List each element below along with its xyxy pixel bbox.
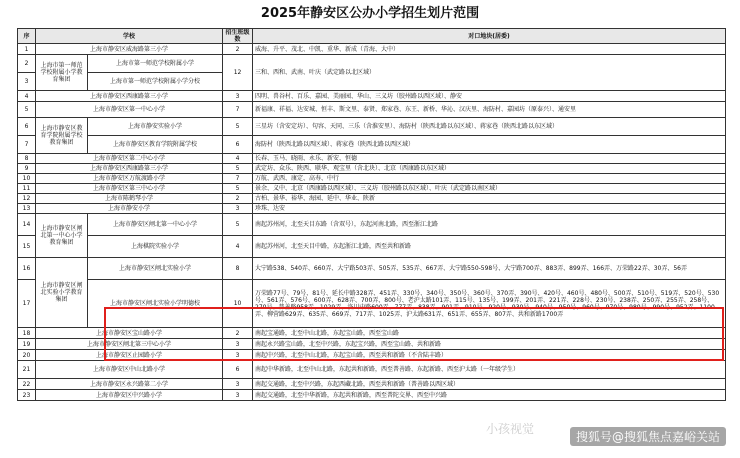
row-number: 3 [18, 73, 36, 91]
school-name: 上海市静安区闸北第一中心小学 [88, 214, 223, 236]
header-scope: 对口地块(居委) [253, 29, 726, 44]
table-row [18, 91, 726, 102]
school-name: 上海市静安区万航渡路小学 [36, 174, 223, 184]
row-number: 7 [18, 136, 36, 154]
row-number: 15 [18, 236, 36, 258]
class-count: 5 [223, 184, 253, 194]
class-count: 3 [223, 91, 253, 102]
class-count: 8 [223, 258, 253, 280]
table-row [18, 350, 726, 361]
row-number: 21 [18, 361, 36, 379]
watermark-faint: 小孩视觉 [486, 422, 535, 436]
page-title: 2025年静安区公办小学招生划片范围 [260, 6, 480, 21]
school-name: 上海市静安区教育学院附属学校 [88, 136, 223, 154]
row-number: 6 [18, 118, 36, 136]
group-name: 上海市第一师范学校附属小学教育集团 [36, 55, 88, 91]
admission-table [17, 28, 726, 401]
row-number: 14 [18, 214, 36, 236]
scope-text: 威海、升平、茂北、中凯、重华、新成（青海、大中） [253, 44, 726, 55]
group-name: 上海市静安区教育学院附属学校教育集团 [36, 118, 88, 154]
row-number: 20 [18, 350, 36, 361]
class-count: 5 [223, 214, 253, 236]
table-row [18, 44, 726, 55]
table-row [18, 154, 726, 164]
scope-text: 南起交通路，北至中兴路，东起西藏北路，西至共和新路（普善路以西区域） [253, 379, 726, 390]
table-row [18, 164, 726, 174]
school-name: 上海市静安区止园路小学 [36, 350, 223, 361]
school-name: 上海市静安区第一中心小学 [36, 102, 223, 118]
scope-text: 新福康、祥福、达安城、恒丰、斯文里、泰贤、郑家巷、东王、新桥、华沁、汉庆里、海防村、嘉园坊（原泰兴）、通安里 [253, 102, 726, 118]
class-count: 4 [223, 154, 253, 164]
school-name: 上海市静安区威海路第三小学 [36, 44, 223, 55]
scope-text: 南起中兴路，北至中山北路，东起宝山路，西至共和新路（不含陆丰路） [253, 350, 726, 361]
class-count: 7 [223, 102, 253, 118]
scope-text: 古柏、景华、裕华、海园、延中、华业、陕新 [253, 194, 726, 204]
table-row [18, 194, 726, 204]
row-number: 17 [18, 280, 36, 328]
school-name: 上海市静安区闸北实验小学 [88, 258, 223, 280]
scope-text: 三星坊（含安定坊）、句容、天同、三乐（含淮安里）、海防村（陕西北路以东区域）、蒋家巷（陕西北路以东区域） [253, 118, 726, 136]
row-number: 16 [18, 258, 36, 280]
scope-text: 南起苏州河，北至天目中路，东起浙江北路，西至共和新路 [253, 236, 726, 258]
header-no: 序 [18, 29, 36, 44]
scope-text: 南起中华新路，北至中山北路，东起共和新路，西至普善路、东起新路、西至沪太路（一年级学生） [253, 361, 726, 379]
header-classes: 招生班级数 [223, 29, 253, 44]
table-row [18, 214, 726, 236]
scope-text: 万荣路77号、79号、81号、延长中路328弄、451弄、330号、340号、350号、360号、370弄、390号、420号、460号、480号、500弄、510号、519弄、520号、530号、561弄、576号、600弄、628弄、700弄、800号、老沪太路101弄、115号、135号、199弄、201弄、221弄、228号、230号、238弄、250弄、255弄、258号、270号、普善路958弄、1029弄、洛川中路600弄、777弄、838弄、901弄、910号、920号、930号、940号、950号、960号、970号、980号、990号、952弄、1100弄、柳营路629弄、635弄、669弄、717弄、1025弄、沪太路631弄、651弄、655弄、807弄、共和新路1700弄 [253, 280, 726, 328]
table-row [18, 258, 726, 280]
scope-text: 南起苏州河，北至天目东路（含双号），东起河南北路，西至浙江北路 [253, 214, 726, 236]
school-name: 上海市静安小学 [36, 204, 223, 214]
row-number: 23 [18, 390, 36, 401]
school-name: 上海棋院实验小学 [88, 236, 223, 258]
scope-text: 大宁路538、540弄、660弄、大宁路503弄、505弄、535弄、667弄、大宁路550-598号、大宁路700弄、883弄、899弄、166弄、万荣路22弄、30弄、56弄 [253, 258, 726, 280]
school-name: 上海市静安区西康路第三小学 [36, 91, 223, 102]
scope-text: 景余、义中、北京（西康路以西区域）、三义坊（胶州路以东区域）、叶庆（武定路以南区域） [253, 184, 726, 194]
row-number: 1 [18, 44, 36, 55]
school-name: 上海市静安区闸北实验小学明德校 [88, 280, 223, 328]
table-row [18, 204, 726, 214]
row-number: 5 [18, 102, 36, 118]
school-name: 上海市陈鹤琴小学 [36, 194, 223, 204]
class-count: 3 [223, 390, 253, 401]
class-count: 2 [223, 328, 253, 339]
school-name: 上海市静安区中兴路小学 [36, 390, 223, 401]
school-name: 上海市第一师范学校附属小学 [88, 55, 223, 73]
row-number: 18 [18, 328, 36, 339]
class-count: 2 [223, 44, 253, 55]
school-name: 上海市静安区宝山路小学 [36, 328, 223, 339]
scope-text: 珍珠、达安 [253, 204, 726, 214]
row-number: 11 [18, 184, 36, 194]
class-count: 3 [223, 350, 253, 361]
scope-text: 海防村（陕西北路以西区域）、蒋家巷（陕西北路以西区域） [253, 136, 726, 154]
scope-text: 南起宝通路，北至中山北路，东起宝山路，西至宝山路 [253, 328, 726, 339]
row-number: 9 [18, 164, 36, 174]
class-count: 7 [223, 174, 253, 184]
table-header-row [18, 29, 726, 44]
scope-text: 长春、玉马、晓雨、永乐、新安、恒德 [253, 154, 726, 164]
class-count: 12 [223, 55, 253, 91]
school-name: 上海市静安实验小学 [88, 118, 223, 136]
class-count: 3 [223, 379, 253, 390]
table-row [18, 102, 726, 118]
row-number: 19 [18, 339, 36, 350]
row-number: 4 [18, 91, 36, 102]
class-count: 3 [223, 339, 253, 350]
table-row [18, 136, 726, 154]
watermark: 搜狐号@搜狐焦点嘉峪关站 [570, 427, 726, 446]
scope-text: 南起交通路，北至中华新路，东起共和新路，西至普陀交界、西至中兴路 [253, 390, 726, 401]
table-row [18, 361, 726, 379]
school-name: 上海市静安区中山北路小学 [36, 361, 223, 379]
table-row [18, 390, 726, 401]
class-count: 3 [223, 204, 253, 214]
group-name: 上海市静安区闸北实验小学教育集团 [36, 258, 88, 328]
table-row [18, 118, 726, 136]
table-row [18, 339, 726, 350]
scope-text: 三和、西和、武南、叶庆（武定路以北区域） [253, 55, 726, 91]
school-name: 上海市静安区西康路第三小学 [36, 164, 223, 174]
class-count: 10 [223, 280, 253, 328]
school-name: 上海市第一师范学校附属小学分校 [88, 73, 223, 91]
scope-text: 四明、兽谷村、百乐、嘉园、美丽园、华山、三义坊（胶州路以西区域）、静安 [253, 91, 726, 102]
class-count: 4 [223, 236, 253, 258]
table-row-highlighted [18, 280, 726, 328]
scope-text: 南起永兴路宝山路，北至中兴路，东起宝兴路，西至宝山路、共和新路 [253, 339, 726, 350]
table-row [18, 174, 726, 184]
school-name: 上海市静安区第二中心小学 [36, 154, 223, 164]
class-count: 6 [223, 361, 253, 379]
school-name: 上海市静安区闸北第三中心小学 [36, 339, 223, 350]
row-number: 13 [18, 204, 36, 214]
table-row [18, 379, 726, 390]
row-number: 2 [18, 55, 36, 73]
class-count: 2 [223, 194, 253, 204]
row-number: 22 [18, 379, 36, 390]
row-number: 10 [18, 174, 36, 184]
row-number: 12 [18, 194, 36, 204]
school-name: 上海市静安区第三中心小学 [36, 184, 223, 194]
row-number: 8 [18, 154, 36, 164]
table-row [18, 55, 726, 73]
scope-text: 武定坊、众乐、陕西、联华、观宝里（含北块）、北京（西康路以东区域） [253, 164, 726, 174]
table-row [18, 184, 726, 194]
scope-text: 万航、武西、康定、高寿、中行 [253, 174, 726, 184]
school-name: 上海市静安区永兴路第二小学 [36, 379, 223, 390]
class-count: 6 [223, 136, 253, 154]
group-name: 上海市静安区闸北第一中心小学教育集团 [36, 214, 88, 258]
table-row [18, 236, 726, 258]
table-row [18, 328, 726, 339]
class-count: 5 [223, 118, 253, 136]
class-count: 5 [223, 164, 253, 174]
header-school: 学校 [36, 29, 223, 44]
